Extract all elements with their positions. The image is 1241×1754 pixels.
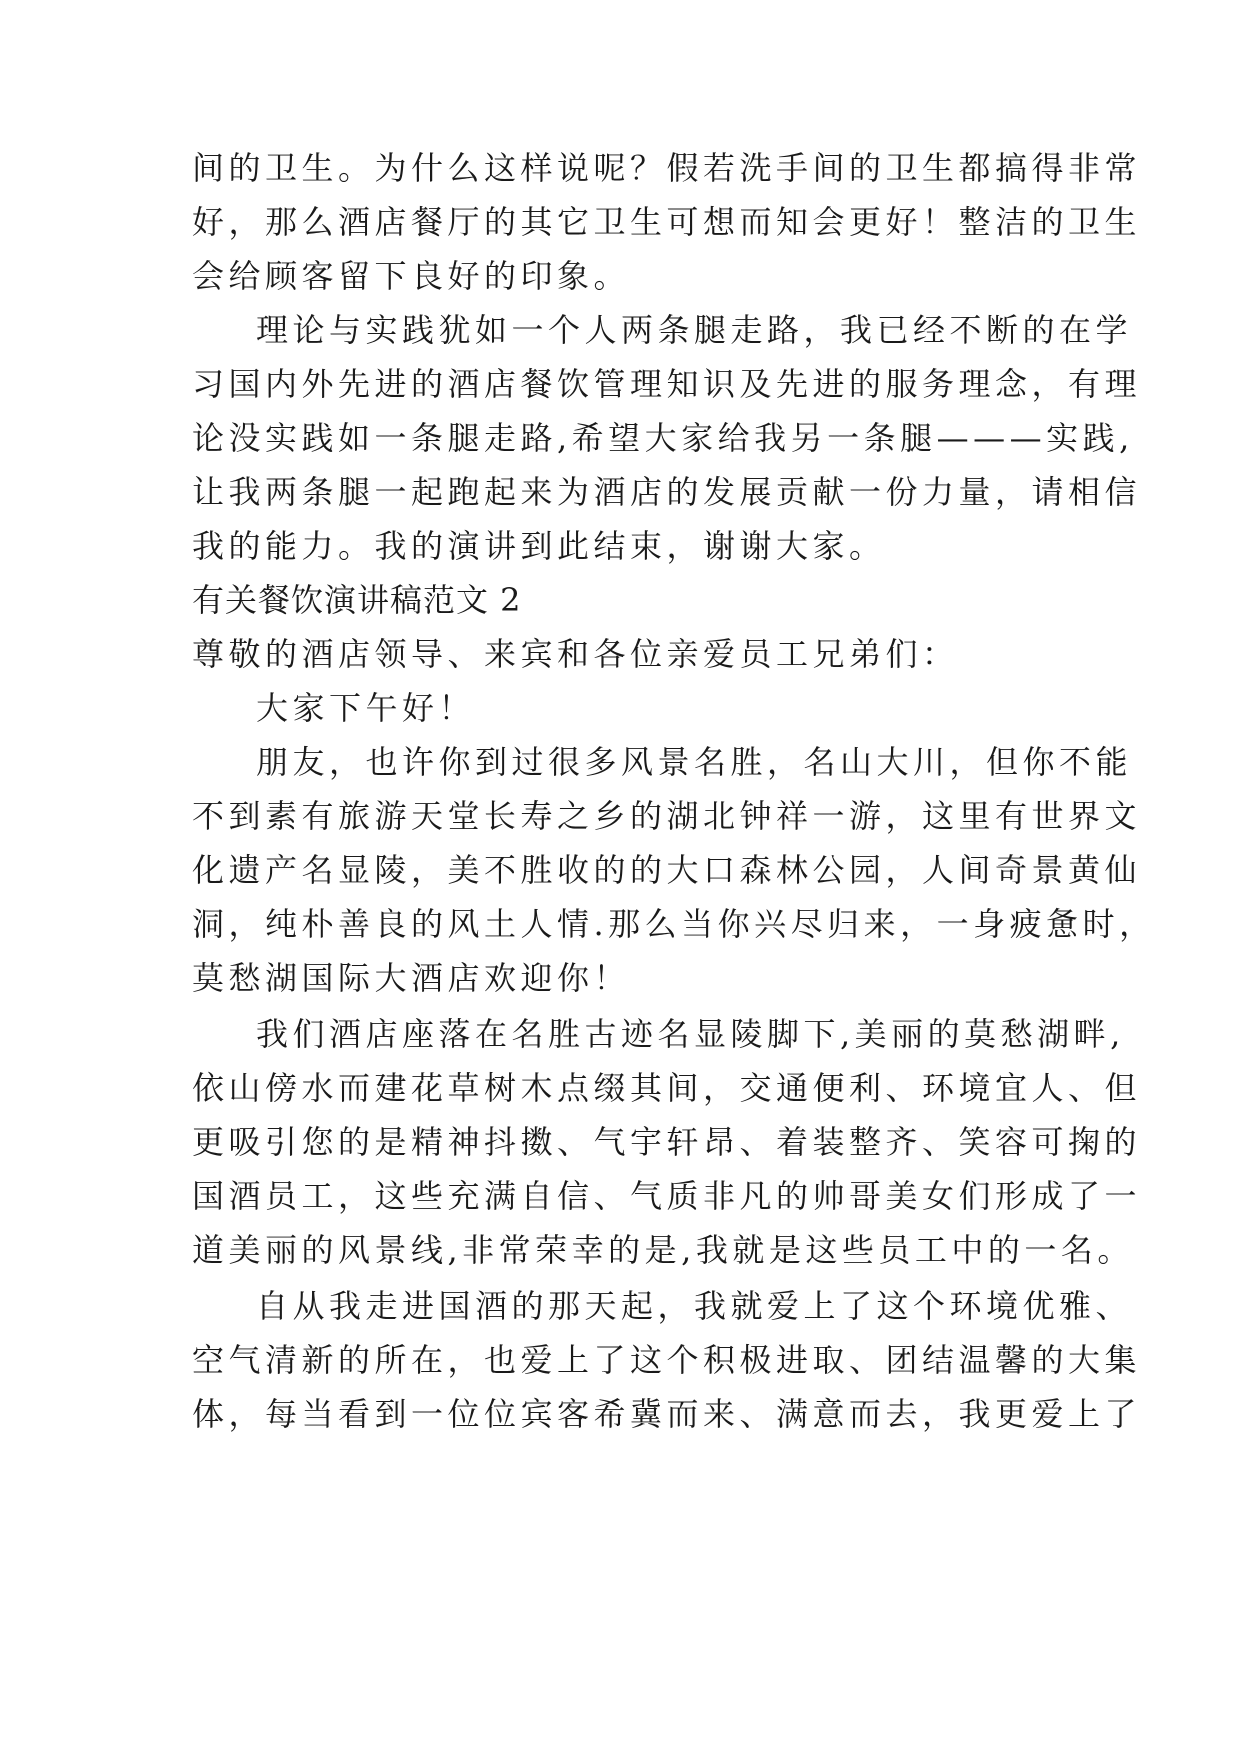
- text-line: 自从我走进国酒的那天起，我就爱上了这个环境优雅、: [256, 1287, 1133, 1325]
- text-line: 我们酒店座落在名胜古迹名显陵脚下,美丽的莫愁湖畔,: [256, 1015, 1125, 1053]
- text-line: 依山傍水而建花草树木点缀其间，交通便利、环境宜人、但: [192, 1069, 1142, 1107]
- text-line: 洞，纯朴善良的风土人情.那么当你兴尽归来，一身疲惫时，: [192, 905, 1156, 943]
- text-line: 化遗产名显陵，美不胜收的的大口森林公园，人间奇景黄仙: [192, 851, 1142, 889]
- text-line: 莫愁湖国际大酒店欢迎你！: [192, 959, 631, 997]
- text-line: 间的卫生。为什么这样说呢？假若洗手间的卫生都搞得非常: [192, 149, 1142, 187]
- text-line: 好，那么酒店餐厅的其它卫生可想而知会更好！整洁的卫生: [192, 203, 1142, 241]
- text-line: 更吸引您的是精神抖擞、气宇轩昂、着装整齐、笑容可掬的: [192, 1123, 1142, 1161]
- section-heading: 有关餐饮演讲稿范文 2: [192, 581, 522, 619]
- text-line: 会给顾客留下良好的印象。: [192, 257, 631, 295]
- text-line: 理论与实践犹如一个人两条腿走路，我已经不断的在学: [256, 311, 1133, 349]
- salutation: 尊敬的酒店领导、来宾和各位亲爱员工兄弟们：: [192, 635, 959, 673]
- text-line: 我的能力。我的演讲到此结束，谢谢大家。: [192, 527, 886, 565]
- text-line: 道美丽的风景线,非常荣幸的是,我就是这些员工中的一名。: [192, 1231, 1134, 1269]
- greeting: 大家下午好！: [256, 689, 476, 727]
- text-line: 体，每当看到一位位宾客希冀而来、满意而去，我更爱上了: [192, 1395, 1142, 1433]
- text-line: 不到素有旅游天堂长寿之乡的湖北钟祥一游，这里有世界文: [192, 797, 1142, 835]
- text-line: 习国内外先进的酒店餐饮管理知识及先进的服务理念，有理: [192, 365, 1142, 403]
- text-line: 论没实践如一条腿走路,希望大家给我另一条腿———实践,: [192, 419, 1134, 457]
- text-line: 让我两条腿一起跑起来为酒店的发展贡献一份力量，请相信: [192, 473, 1142, 511]
- text-line: 朋友，也许你到过很多风景名胜，名山大川，但你不能: [256, 743, 1133, 781]
- text-line: 空气清新的所在，也爱上了这个积极进取、团结温馨的大集: [192, 1341, 1142, 1379]
- text-line: 国酒员工，这些充满自信、气质非凡的帅哥美女们形成了一: [192, 1177, 1142, 1215]
